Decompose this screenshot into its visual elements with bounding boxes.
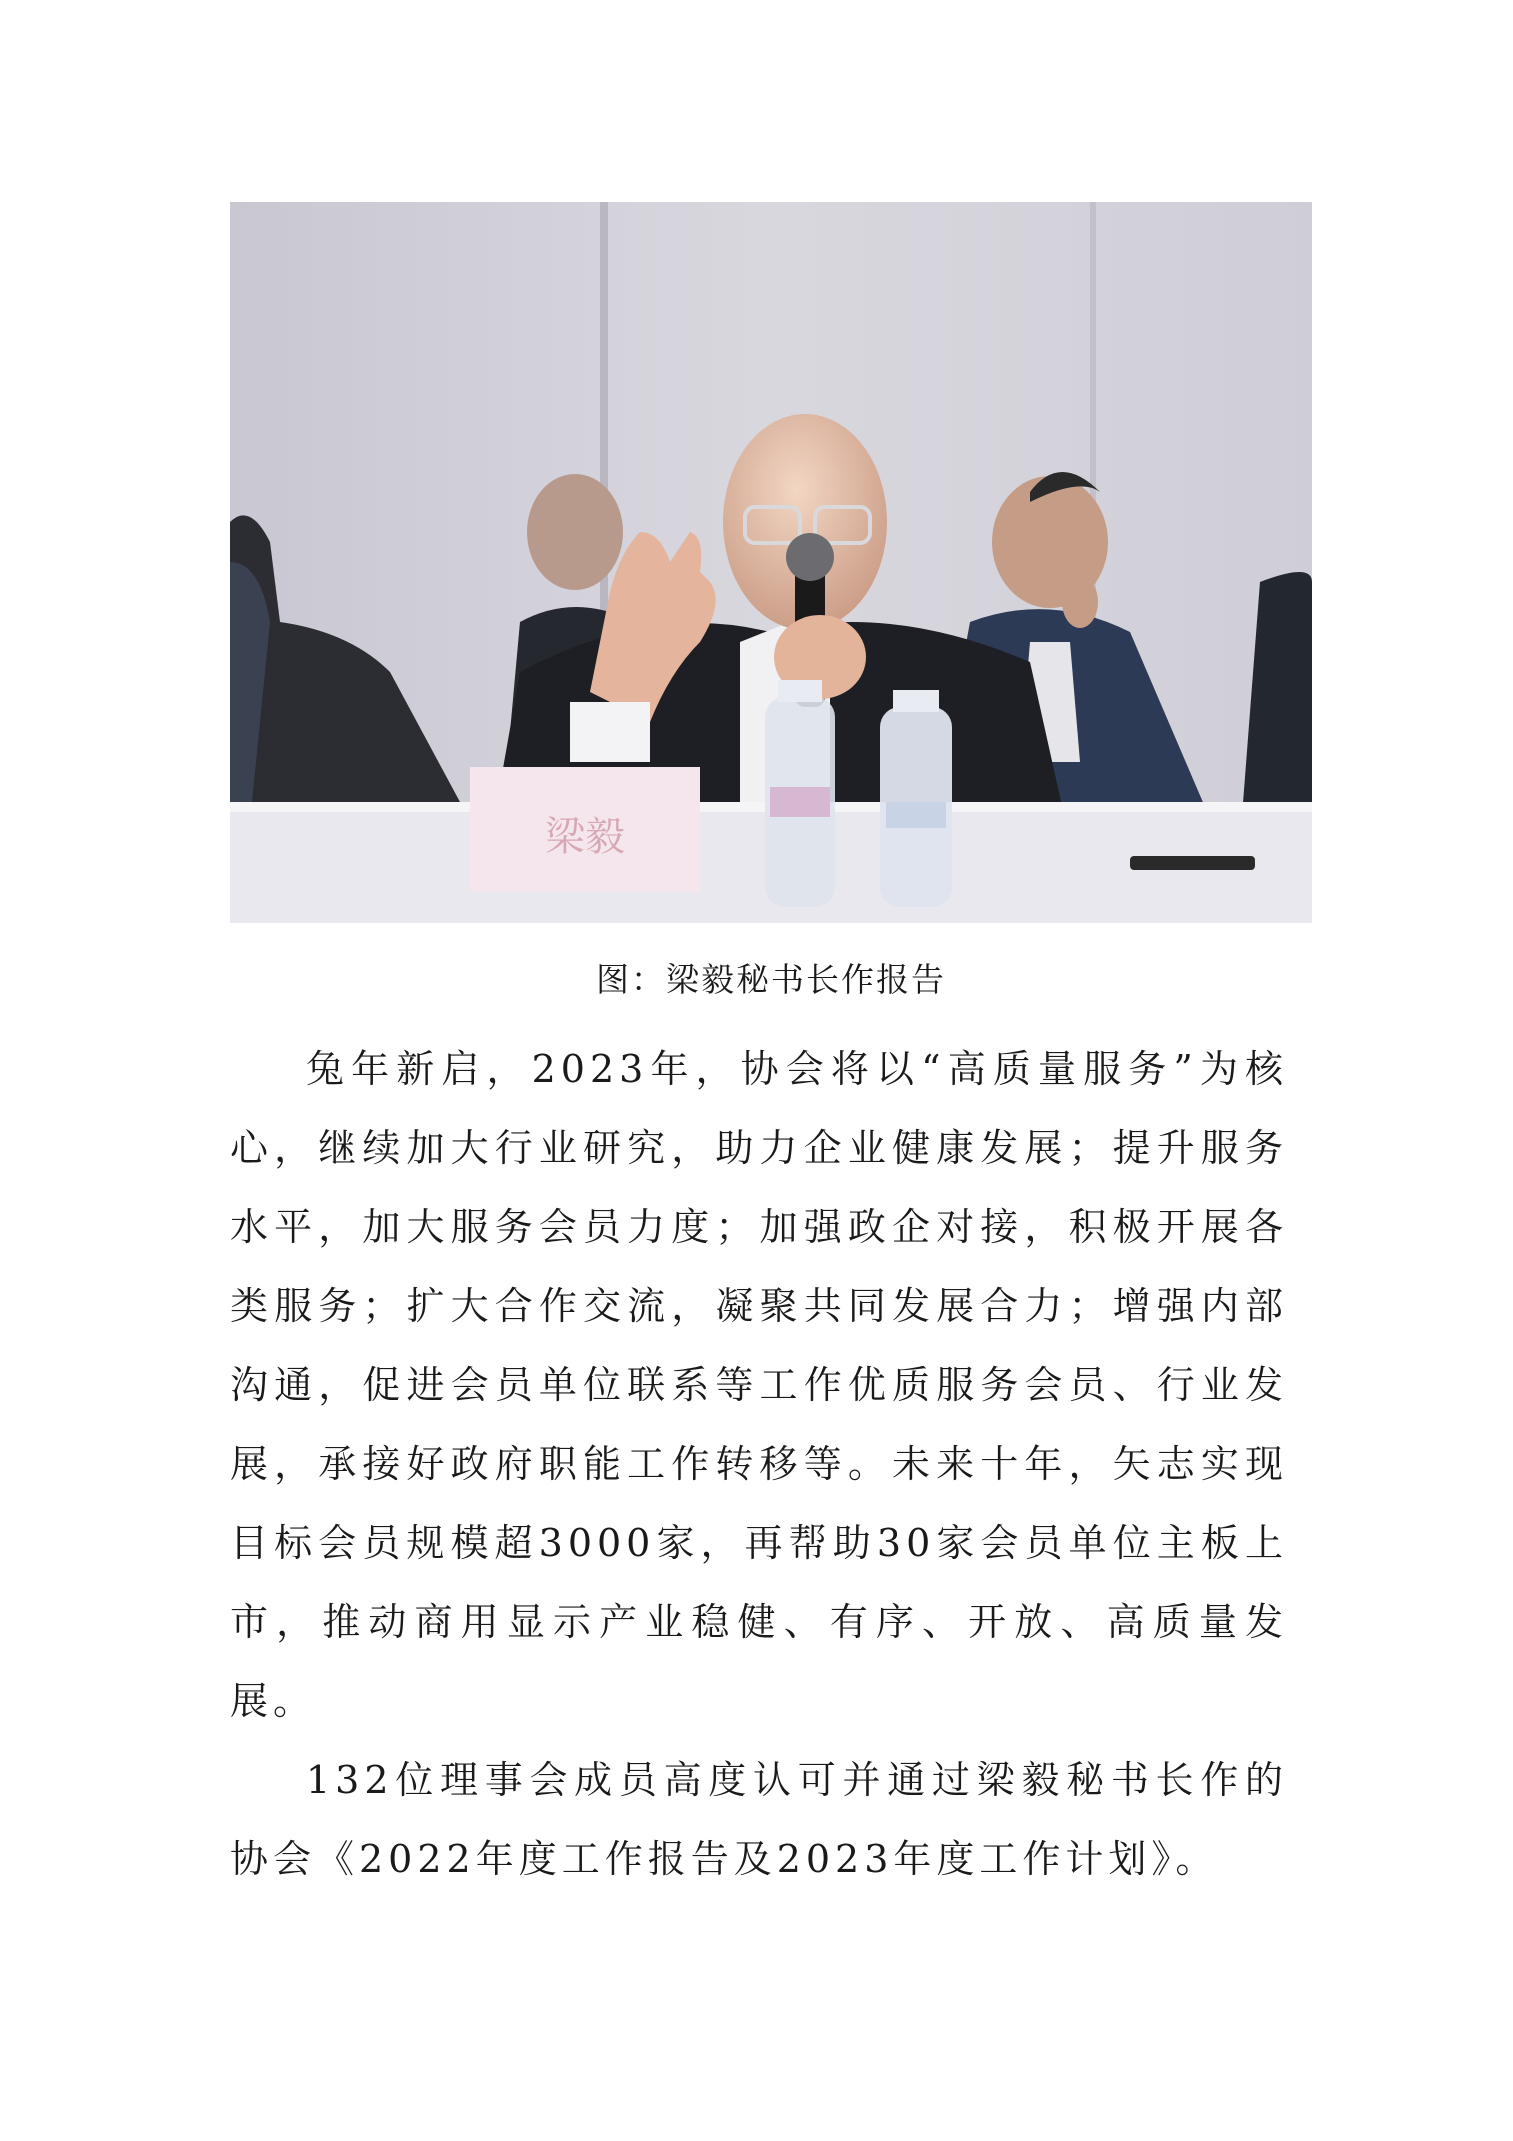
meeting-photo <box>230 202 1312 923</box>
nameplate-text: 梁毅 <box>545 814 625 860</box>
body-text <box>230 1030 1288 1899</box>
paragraph-1: 兔年新启，2023年，协会将以“高质量服务”为核心，继续加大行业研究，助力企业健康发展；提升服务水平，加大服务会员力度；加强政企对接，积极开展各类服务；扩大合作交流，凝聚共同发展合力；增强内部沟通，促进会员单位联系等工作优质服务会员、行业发展，承接好政府职能工作转移等。未来十年，矢志实现目标会员规模超3000家，再帮助30家会员单位主板上市，推动商用显示产业稳健、有序、开放、高质量发展。 <box>230 1047 1288 1723</box>
photo-caption: 图：梁毅秘书长作报告 <box>596 960 946 999</box>
photo-illustration <box>230 202 1312 923</box>
paragraph-2: 132位理事会成员高度认可并通过梁毅秘书长作的协会《2022年度工作报告及2023年度工作计划》。 <box>230 1758 1288 1881</box>
